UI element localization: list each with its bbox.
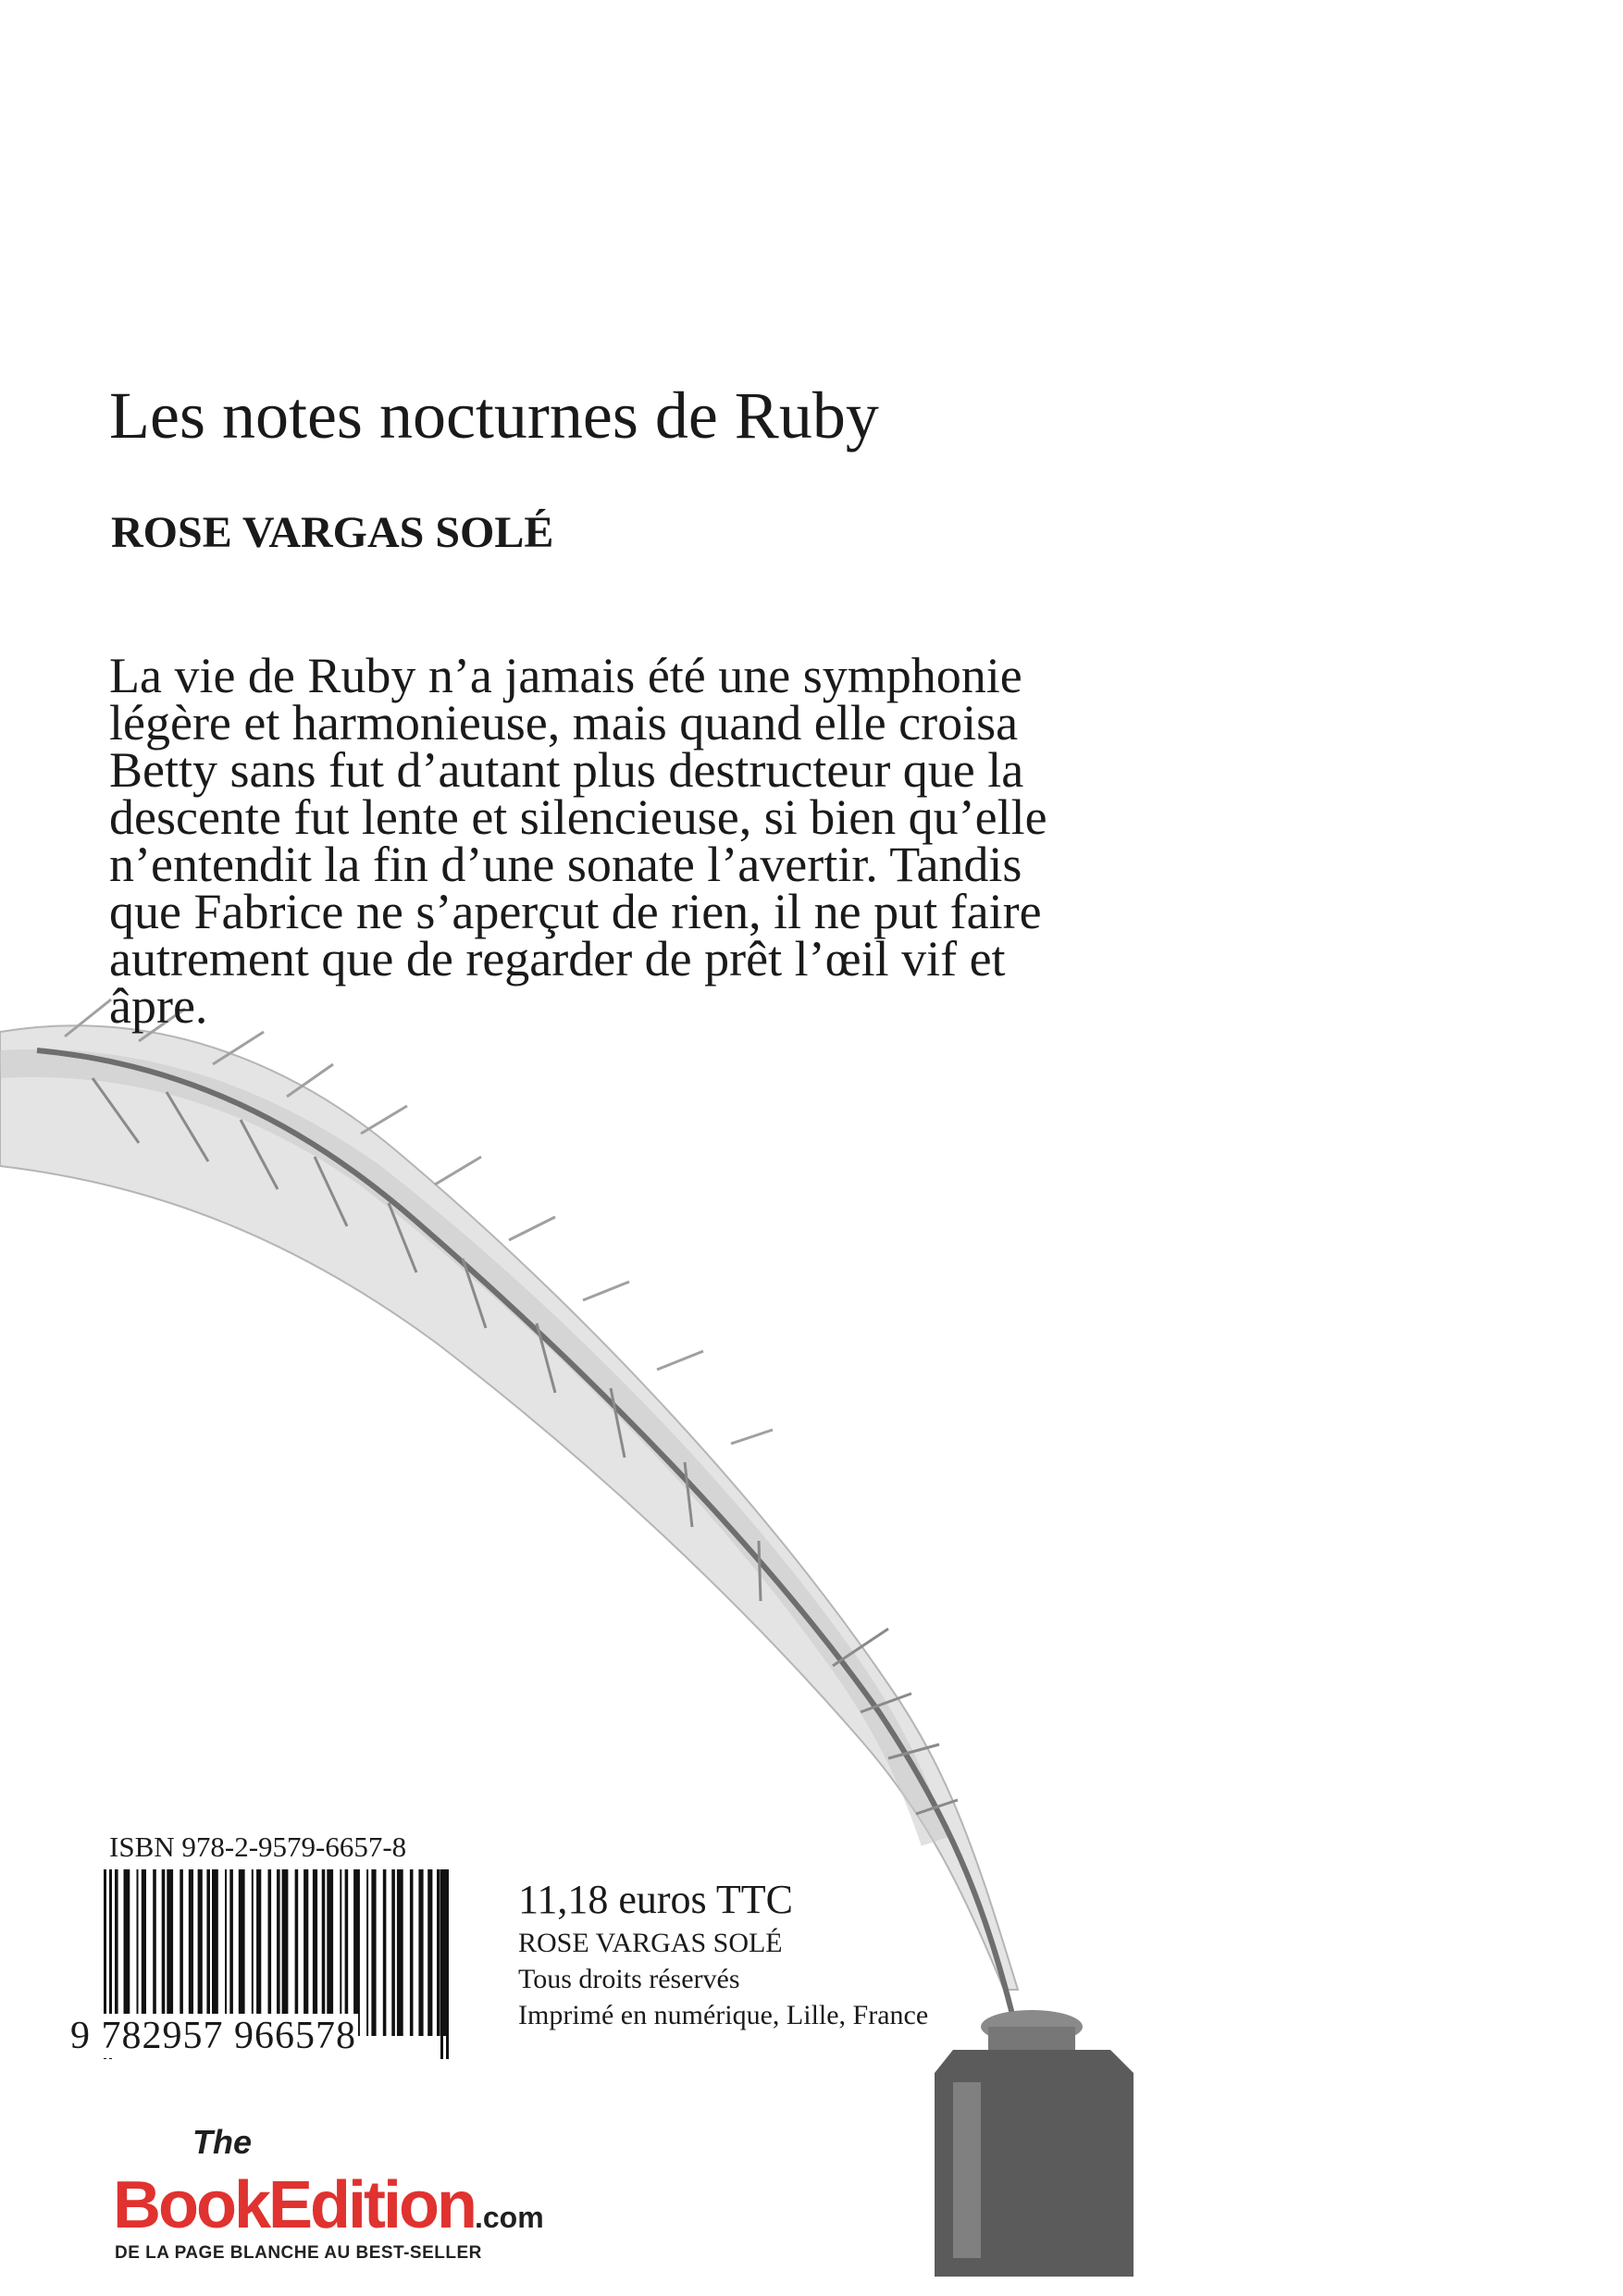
- blurb-line: autrement que de regarder de prêt l’œil vif et: [109, 931, 1006, 987]
- publisher-logo: [113, 2123, 668, 2265]
- blurb-line: La vie de Ruby n’a jamais été une symphonie: [109, 648, 1022, 703]
- book-blurb: [109, 648, 1275, 1034]
- rights-notice: Tous droits réservés: [518, 1964, 740, 1994]
- logo-brand: BookEdition: [113, 2168, 475, 2242]
- logo-the: The: [192, 2123, 253, 2161]
- blurb-line: n’entendit la fin d’une sonate l’avertir. Tandis: [109, 837, 1022, 892]
- logo-domain: .com: [474, 2201, 544, 2234]
- blurb-line: légère et harmonieuse, mais quand elle croisa: [109, 695, 1019, 751]
- imprint-block: [518, 1925, 928, 2033]
- price: 11,18 euros TTC: [518, 1877, 793, 1922]
- barcode-digits: 9 782957 966578: [70, 2015, 356, 2057]
- isbn-label: ISBN 978-2-9579-6657-8: [109, 1831, 407, 1863]
- blurb-line: que Fabrice ne s’aperçut de rien, il ne put faire: [109, 884, 1042, 939]
- book-title: Les notes nocturnes de Ruby: [109, 379, 879, 453]
- publisher-name: ROSE VARGAS SOLÉ: [518, 1928, 783, 1958]
- inkwell-icon: [935, 2010, 1134, 2277]
- printing-notice: Imprimé en numérique, Lille, France: [518, 2000, 929, 2030]
- blurb-line: descente fut lente et silencieuse, si bien qu’elle: [109, 789, 1047, 845]
- logo-wordmark: [113, 2167, 544, 2243]
- blurb-line: âpre.: [109, 978, 208, 1034]
- logo-tagline: DE LA PAGE BLANCHE AU BEST-SELLER: [115, 2243, 482, 2263]
- author-name: ROSE VARGAS SOLÉ: [111, 508, 554, 557]
- blurb-line: Betty sans fut d’autant plus destructeur que la: [109, 742, 1024, 798]
